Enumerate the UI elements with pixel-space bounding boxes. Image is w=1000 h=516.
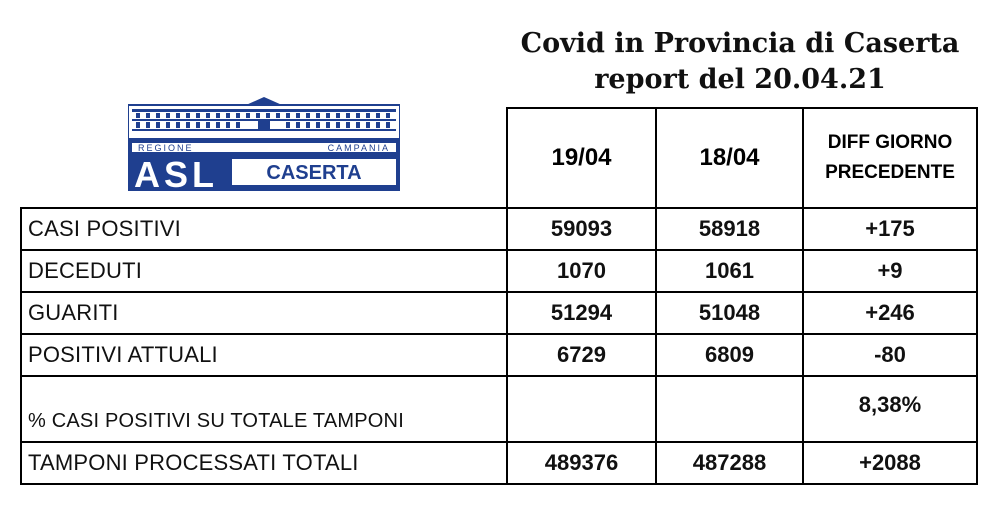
row-diff: 8,38% xyxy=(803,376,977,442)
covid-report-table xyxy=(20,107,978,485)
row-value-19-04: 489376 xyxy=(507,442,656,484)
report-title xyxy=(500,26,980,98)
row-diff: +2088 xyxy=(803,442,977,484)
row-diff: +175 xyxy=(803,208,977,250)
row-diff: +9 xyxy=(803,250,977,292)
table-row xyxy=(21,442,977,484)
logo-city: CASERTA xyxy=(266,162,362,184)
row-label: TAMPONI PROCESSATI TOTALI xyxy=(21,442,507,484)
row-label: % CASI POSITIVI SU TOTALE TAMPONI xyxy=(21,376,507,442)
header-18-04: 18/04 xyxy=(656,108,803,208)
row-diff: -80 xyxy=(803,334,977,376)
header-diff xyxy=(803,108,977,208)
row-value-18-04: 51048 xyxy=(656,292,803,334)
table-header-row xyxy=(21,108,977,208)
report-title-line1: Covid in Provincia di Caserta xyxy=(520,28,960,59)
header-diff-line1: DIFF GIORNO xyxy=(827,132,953,153)
header-19-04: 19/04 xyxy=(507,108,656,208)
row-value-19-04: 51294 xyxy=(507,292,656,334)
row-value-19-04: 1070 xyxy=(507,250,656,292)
row-value-18-04: 6809 xyxy=(656,334,803,376)
row-value-19-04: 59093 xyxy=(507,208,656,250)
row-value-19-04: 6729 xyxy=(507,334,656,376)
table-row xyxy=(21,208,977,250)
row-value-18-04: 487288 xyxy=(656,442,803,484)
table-row xyxy=(21,376,977,442)
row-value-18-04: 1061 xyxy=(656,250,803,292)
row-value-18-04: 58918 xyxy=(656,208,803,250)
logo-region-left: REGIONE xyxy=(138,143,194,153)
table-row xyxy=(21,334,977,376)
header-empty-cell xyxy=(21,108,507,208)
row-value-19-04 xyxy=(507,376,656,442)
row-label: DECEDUTI xyxy=(21,250,507,292)
report-title-line2: report del 20.04.21 xyxy=(594,64,886,95)
table-row xyxy=(21,250,977,292)
row-label: GUARITI xyxy=(21,292,507,334)
table-row xyxy=(21,292,977,334)
logo-asl: ASL xyxy=(134,154,218,191)
row-diff: +246 xyxy=(803,292,977,334)
row-value-18-04 xyxy=(656,376,803,442)
logo-region-right: CAMPANIA xyxy=(327,143,390,153)
row-label: CASI POSITIVI xyxy=(21,208,507,250)
header-diff-line2: PRECEDENTE xyxy=(825,162,955,183)
row-label: POSITIVI ATTUALI xyxy=(21,334,507,376)
